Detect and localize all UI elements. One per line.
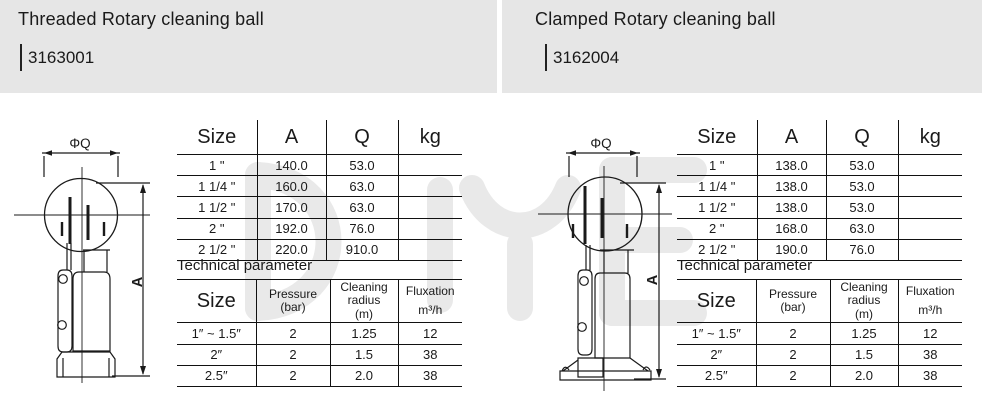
cell-q: 53.0: [826, 197, 898, 218]
table-row: [677, 323, 962, 344]
col-header-size: Size: [677, 280, 756, 323]
header-line: Pressure: [268, 286, 318, 301]
cell-q: 53.0: [826, 155, 898, 176]
table-row: [177, 176, 462, 197]
header-clamped: [502, 0, 982, 93]
product-code-row: [20, 44, 94, 71]
cell-a: 138.0: [757, 176, 826, 197]
col-header-size: Size: [677, 120, 757, 155]
dimension-a-label: A: [645, 274, 661, 286]
product-code: 3163001: [28, 47, 95, 67]
technical-drawing-threaded: [5, 100, 185, 400]
tech-parameter-table-threaded: [177, 279, 462, 387]
header-line: (m): [855, 306, 873, 321]
cell-size: 1″ ~ 1.5″: [177, 323, 256, 344]
cell-q: 53.0: [826, 176, 898, 197]
cell-fluxation: 38: [898, 344, 962, 365]
cell-radius: 2.0: [330, 365, 398, 386]
col-header-kg: kg: [398, 120, 462, 155]
table-row: [177, 365, 462, 386]
header-line: Cleaning: [840, 280, 888, 294]
header-line: radius: [847, 293, 881, 308]
cell-kg: [398, 239, 462, 260]
col-header-a: A: [757, 120, 826, 155]
body-outline: [57, 243, 115, 377]
col-header-kg: kg: [898, 120, 962, 155]
table-row: [677, 218, 962, 239]
dimension-a-label: A: [130, 276, 146, 288]
dimension-q-lines: [566, 153, 640, 177]
dimension-q-lines: [42, 153, 120, 177]
cell-size: 1 1/2 ": [177, 197, 257, 218]
col-header-pressure: [756, 280, 830, 323]
cell-size: 2 ": [677, 218, 757, 239]
cell-a: 170.0: [257, 197, 326, 218]
cell-radius: 1.25: [330, 323, 398, 344]
cell-fluxation: 38: [398, 344, 462, 365]
product-code-row: [545, 44, 619, 71]
cell-radius: 1.5: [330, 344, 398, 365]
header-line: Cleaning: [340, 280, 388, 294]
tech-parameter-title: Technical parameter: [177, 257, 313, 274]
cell-fluxation: 38: [398, 365, 462, 386]
cell-q: 76.0: [326, 218, 398, 239]
cell-a: 138.0: [757, 155, 826, 176]
dimension-q-label: ΦQ: [69, 136, 91, 151]
cell-size: 2.5″: [177, 365, 256, 386]
header-line: (m): [355, 306, 373, 321]
body-outline: [560, 245, 651, 380]
table-row: [177, 155, 462, 176]
cell-kg: [898, 197, 962, 218]
cell-size: 1 1/4 ": [177, 176, 257, 197]
cell-kg: [898, 155, 962, 176]
cell-radius: 2.0: [830, 365, 898, 386]
col-header-pressure: [256, 280, 330, 323]
cell-kg: [398, 218, 462, 239]
cell-a: 140.0: [257, 155, 326, 176]
cell-kg: [398, 155, 462, 176]
cell-kg: [898, 239, 962, 260]
header-line: (bar): [780, 300, 806, 315]
col-header-cleaning-radius: [830, 280, 898, 323]
table-row: [177, 197, 462, 218]
col-header-size: Size: [177, 120, 257, 155]
size-table-clamped: [677, 120, 962, 261]
code-accent-bar: [545, 44, 547, 71]
header-line: m³/h: [918, 302, 943, 317]
table-row: [177, 218, 462, 239]
size-table-header-row: [177, 120, 462, 155]
table-row: [677, 176, 962, 197]
cell-kg: [898, 176, 962, 197]
cell-a: 190.0: [757, 239, 826, 260]
dimension-q-label: ΦQ: [590, 136, 612, 151]
cell-pressure: 2: [756, 365, 830, 386]
cell-pressure: 2: [756, 323, 830, 344]
cell-size: 2 ": [177, 218, 257, 239]
cell-pressure: 2: [756, 344, 830, 365]
col-header-q: Q: [326, 120, 398, 155]
header-line: (bar): [280, 300, 306, 315]
cell-size: 2 1/2 ": [677, 239, 757, 260]
cell-q: 910.0: [326, 239, 398, 260]
page-title: Clamped Rotary cleaning ball: [535, 9, 776, 29]
col-header-fluxation: [898, 280, 962, 323]
header-line: radius: [347, 293, 381, 308]
cell-a: 138.0: [757, 197, 826, 218]
header-threaded: [0, 0, 497, 93]
cell-fluxation: 38: [898, 365, 962, 386]
cell-size: 2″: [677, 344, 756, 365]
cell-kg: [398, 197, 462, 218]
cell-size: 2.5″: [677, 365, 756, 386]
header-line: m³/h: [418, 302, 443, 317]
tech-table-header-row: [177, 280, 462, 323]
cell-pressure: 2: [256, 344, 330, 365]
cell-q: 63.0: [326, 197, 398, 218]
cell-a: 192.0: [257, 218, 326, 239]
cell-radius: 1.25: [830, 323, 898, 344]
header-line: Fluxation: [405, 284, 455, 299]
tech-parameter-title: Technical parameter: [677, 257, 813, 274]
cell-size: 2 1/2 ": [177, 239, 257, 260]
cell-pressure: 2: [256, 365, 330, 386]
table-row: [177, 323, 462, 344]
table-row: [177, 344, 462, 365]
cell-a: 160.0: [257, 176, 326, 197]
table-row: [677, 155, 962, 176]
tech-parameter-table-clamped: [677, 279, 962, 387]
cell-a: 168.0: [757, 218, 826, 239]
cell-size: 1 ": [677, 155, 757, 176]
page-title: Threaded Rotary cleaning ball: [18, 9, 264, 29]
cell-size: 1 1/4 ": [677, 176, 757, 197]
cell-fluxation: 12: [398, 323, 462, 344]
cell-q: 63.0: [826, 218, 898, 239]
cell-q: 63.0: [326, 176, 398, 197]
cell-size: 1″ ~ 1.5″: [677, 323, 756, 344]
table-row: [677, 365, 962, 386]
table-row: [677, 344, 962, 365]
cell-q: 76.0: [826, 239, 898, 260]
cell-radius: 1.5: [830, 344, 898, 365]
size-table-threaded: [177, 120, 462, 261]
col-header-a: A: [257, 120, 326, 155]
cell-q: 53.0: [326, 155, 398, 176]
col-header-q: Q: [826, 120, 898, 155]
cell-size: 1 1/2 ": [677, 197, 757, 218]
col-header-fluxation: [398, 280, 462, 323]
col-header-size: Size: [177, 280, 256, 323]
cell-kg: [398, 176, 462, 197]
table-row: [677, 197, 962, 218]
col-header-cleaning-radius: [330, 280, 398, 323]
header-line: Fluxation: [905, 284, 955, 299]
cell-fluxation: 12: [898, 323, 962, 344]
tech-table-header-row: [677, 280, 962, 323]
cell-kg: [898, 218, 962, 239]
code-accent-bar: [20, 44, 22, 71]
cell-size: 1 ": [177, 155, 257, 176]
product-code: 3162004: [553, 47, 620, 67]
cell-a: 220.0: [257, 239, 326, 260]
cell-pressure: 2: [256, 323, 330, 344]
cell-size: 2″: [177, 344, 256, 365]
header-line: Pressure: [768, 286, 818, 301]
size-table-header-row: [677, 120, 962, 155]
